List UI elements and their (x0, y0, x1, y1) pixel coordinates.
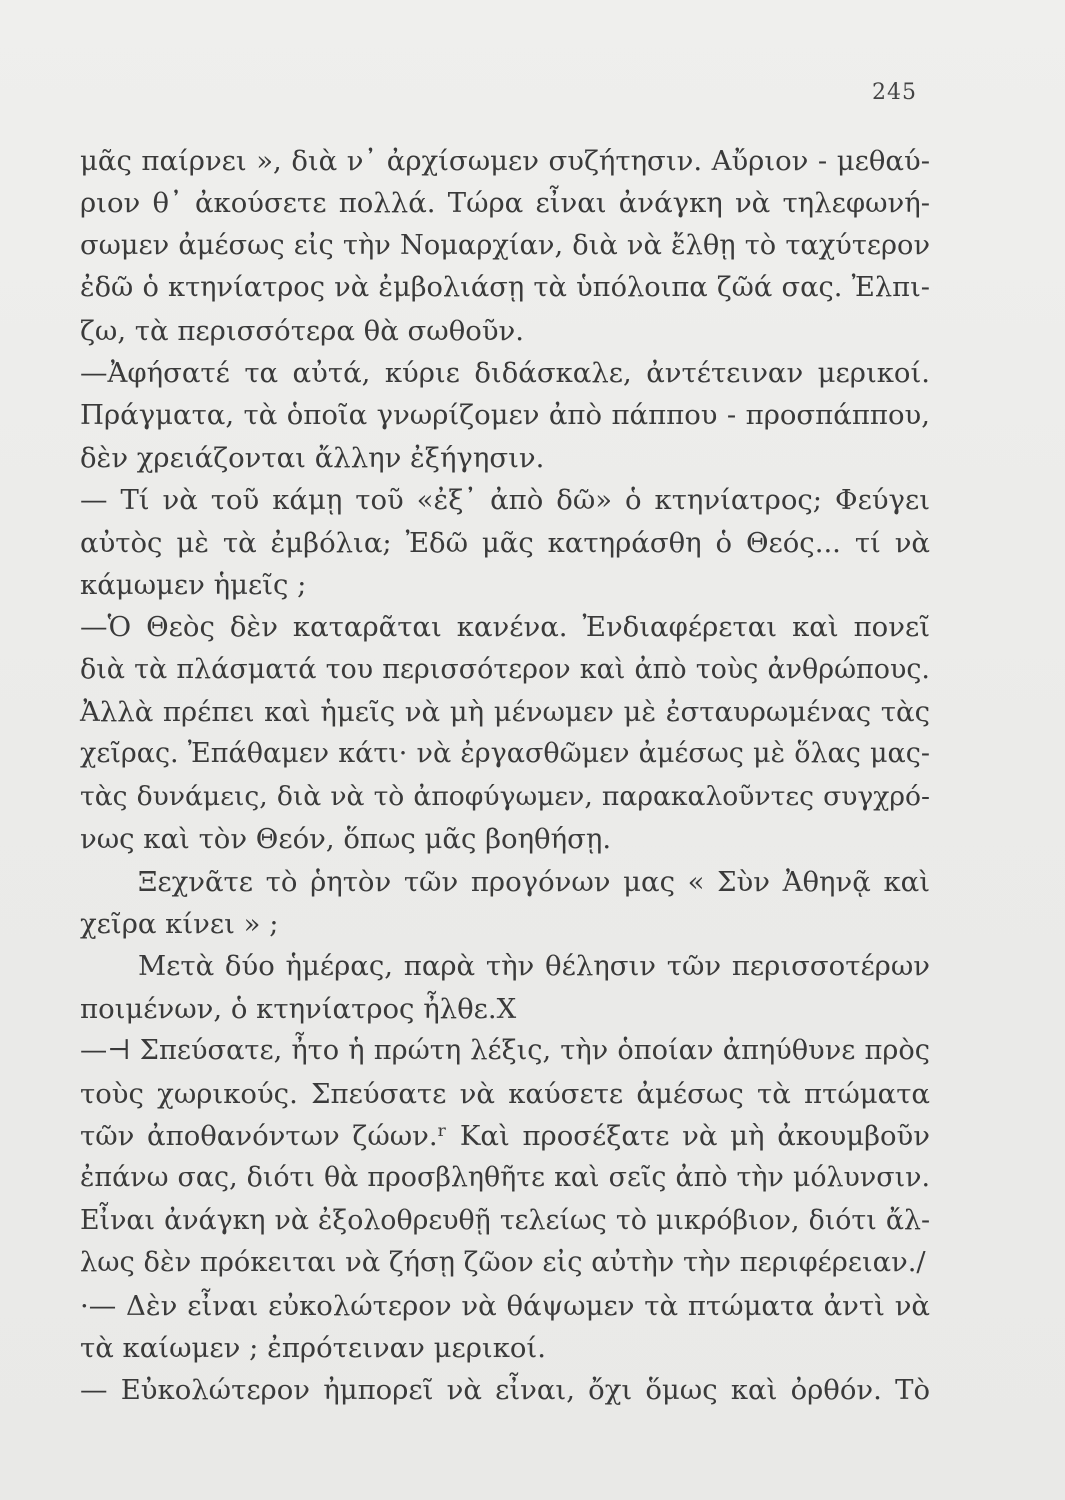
text-line: αὐτὸς μὲ τὰ ἐμβόλια; Ἐδῶ μᾶς κατηράσθη ὁ Θεός... τί νὰ (80, 526, 930, 559)
text-line: διὰ τὰ πλάσματά του περισσότερον καὶ ἀπὸ τοὺς ἀνθρώπους. (80, 653, 930, 685)
text-line: χεῖρα κίνει » ; (80, 908, 279, 941)
text-line: ριον θ᾿ ἀκούσετε πολλά. Τώρα εἶναι ἀνάγκη νὰ τηλεφωνή- (80, 187, 930, 220)
page-text (80, 140, 930, 1412)
text-line: ἐπάνω σας, διότι θὰ προσβληθῆτε καὶ σεῖς ἀπὸ τὴν μόλυνσιν. (80, 1162, 930, 1194)
text-line: ποιμένων, ὁ κτηνίατρος ἦλθε.Χ (80, 992, 517, 1025)
text-line: ἐδῶ ὁ κτηνίατρος νὰ ἐμβολιάσῃ τὰ ὑπόλοιπα ζῶά σας. Ἐλπι- (80, 272, 930, 304)
text-line: — Τί νὰ τοῦ κάμῃ τοῦ «ἐξ᾿ ἀπὸ δῶ» ὁ κτηνίατρος; Φεύγει (80, 484, 930, 517)
text-line: Ξεχνᾶτε τὸ ῥητὸν τῶν προγόνων μας « Σὺν Ἀθηνᾷ καὶ (138, 865, 930, 898)
text-line: — Εὐκολώτερον ἠμπορεῖ νὰ εἶναι, ὄχι ὅμως καὶ ὀρθόν. Τὸ (80, 1374, 930, 1407)
text-line: τῶν ἀποθανόντων ζώων.ʳ Καὶ προσέξατε νὰ μὴ ἀκουμβοῦν (80, 1119, 930, 1152)
text-line: ζω, τὰ περισσότερα θὰ σωθοῦν. (80, 314, 525, 347)
page-number: 245 (872, 80, 917, 105)
text-line: Εἶναι ἀνάγκη νὰ ἐξολοθρευθῇ τελείως τὸ μικρόβιον, διότι ἄλ- (80, 1204, 930, 1236)
text-line: Πράγματα, τὰ ὁποῖα γνωρίζομεν ἀπὸ πάππου - προσπάππου, (80, 399, 930, 432)
text-line: —Ἀφήσατέ τα αὐτά, κύριε διδάσκαλε, ἀντέτειναν μερικοί. (80, 356, 930, 389)
text-line: χεῖρας. Ἐπάθαμεν κάτι· νὰ ἐργασθῶμεν ἀμέσως μὲ ὅλας μας- (80, 738, 930, 770)
text-line: —⊣ Σπεύσατε, ἦτο ἡ πρώτη λέξις, τὴν ὁποίαν ἀπηύθυνε πρὸς (80, 1035, 930, 1067)
text-line: τὰ καίωμεν ; ἐπρότειναν μερικοί. (80, 1331, 546, 1364)
text-line: νως καὶ τὸν Θεόν, ὅπως μᾶς βοηθήσῃ. (80, 823, 612, 856)
text-line: μᾶς παίρνει », διὰ ν᾿ ἀρχίσωμεν συζήτησιν. Αὔριον - μεθαύ- (80, 145, 930, 177)
text-line: λως δὲν πρόκειται νὰ ζήσῃ ζῶον εἰς αὐτὴν τὴν περιφέρειαν./ (80, 1247, 926, 1279)
text-line: δὲν χρειάζονται ἄλλην ἐξήγησιν. (80, 441, 545, 474)
text-line: Μετὰ δύο ἡμέρας, παρὰ τὴν θέλησιν τῶν περισσοτέρων (138, 950, 930, 983)
text-line: τὰς δυνάμεις, διὰ νὰ τὸ ἀποφύγωμεν, παρακαλοῦντες συγχρό- (80, 780, 930, 812)
text-line: ·— Δὲν εἶναι εὐκολώτερον νὰ θάψωμεν τὰ πτώματα ἀντὶ νὰ (80, 1289, 930, 1322)
text-line: κάμωμεν ἡμεῖς ; (80, 568, 307, 601)
text-line: τοὺς χωρικούς. Σπεύσατε νὰ καύσετε ἀμέσως τὰ πτώματα (80, 1077, 930, 1110)
text-line: —Ὁ Θεὸς δὲν καταρᾶται κανένα. Ἐνδιαφέρεται καὶ πονεῖ (80, 611, 930, 644)
text-line: σωμεν ἀμέσως εἰς τὴν Νομαρχίαν, διὰ νὰ ἔλθῃ τὸ ταχύτερον (80, 229, 930, 261)
text-line: Ἀλλὰ πρέπει καὶ ἡμεῖς νὰ μὴ μένωμεν μὲ ἐσταυρωμένας τὰς (80, 696, 930, 729)
